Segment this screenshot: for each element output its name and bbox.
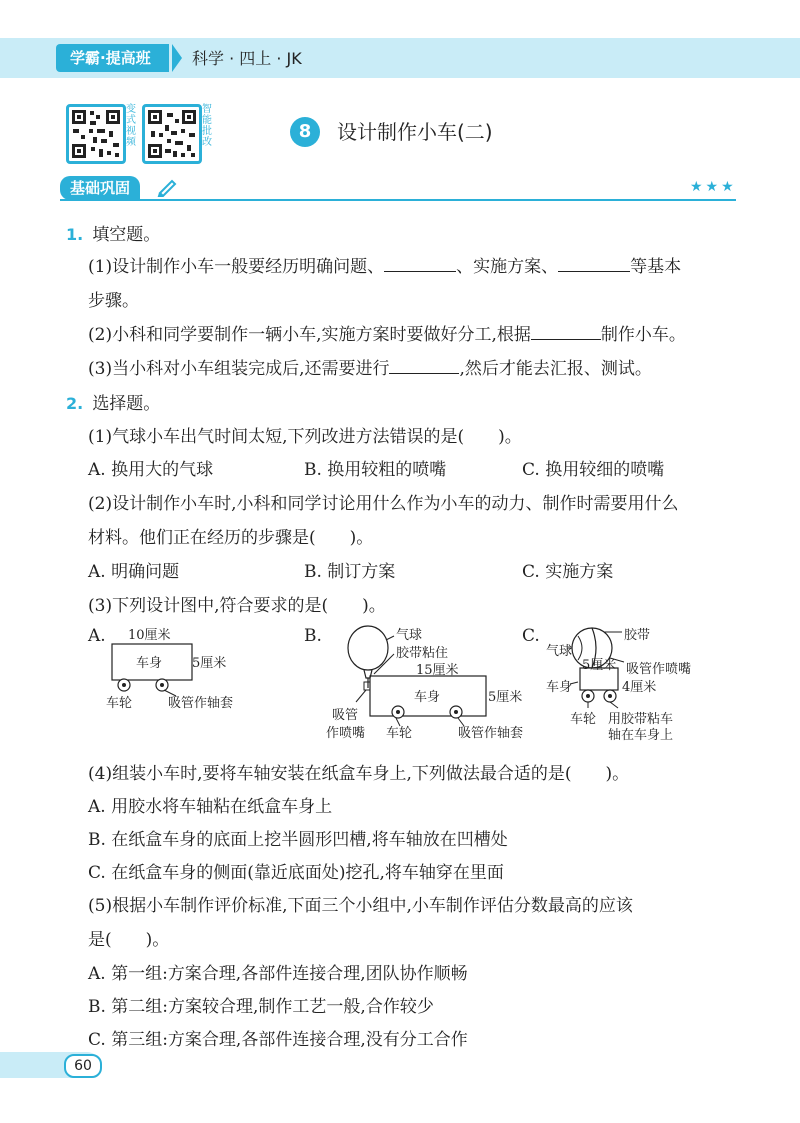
q1-p3: [88, 354, 652, 379]
q2-s1-option-c[interactable]: C. 换用较细的喷嘴: [522, 460, 665, 480]
diagram-c[interactable]: [522, 622, 722, 744]
q2-s2-option-c[interactable]: C. 实施方案: [522, 562, 614, 582]
diagram-c-height: 4厘米: [622, 680, 657, 695]
q1-title: 填空题。: [92, 225, 161, 245]
q2-s5-stem-line1: (5)根据小车制作评价标准,下面三个小组中,小车制作评估分数最高的应该: [88, 896, 633, 916]
q1-p1-line1: [88, 252, 681, 277]
q2-s1-option-b[interactable]: B. 换用较粗的喷嘴: [304, 460, 447, 480]
qr-label-video: 变式视频: [126, 104, 136, 148]
diagram-a-length: 10厘米: [128, 628, 171, 643]
q1-p3-text-b: ,然后才能去汇报、测试。: [459, 359, 652, 379]
q2-s2-option-b[interactable]: B. 制订方案: [304, 562, 396, 582]
q1-p2: [88, 320, 686, 345]
q2-s4-option-c[interactable]: C. 在纸盒车身的侧面(靠近底面处)挖孔,将车轴穿在里面: [88, 863, 504, 883]
diagram-a[interactable]: [88, 622, 268, 712]
qr-code-grading[interactable]: [142, 104, 202, 164]
brand-tag-notch: [172, 44, 182, 72]
qr-code-video[interactable]: [66, 104, 126, 164]
q2-s1-option-a[interactable]: A. 换用大的气球: [88, 460, 214, 480]
q2-s5-option-a[interactable]: A. 第一组:方案合理,各部件连接合理,团队协作顺畅: [88, 964, 468, 984]
diagram-c-length: 5厘米: [582, 658, 617, 673]
q1-p1-text-c: 等基本: [630, 257, 682, 277]
q2-s2-stem-line1: (2)设计制作小车时,小科和同学讨论用什么作为小车的动力、制作时需要用什么: [88, 494, 679, 514]
diagram-a-body: 车身: [136, 656, 163, 671]
diagram-b-length: 15厘米: [416, 663, 459, 678]
q1-p1-text-b: 、实施方案、: [456, 257, 559, 277]
q2-s5-stem-line2: 是( )。: [88, 930, 170, 950]
qr-pattern-icon: [69, 107, 123, 161]
answer-blank[interactable]: [558, 271, 630, 272]
diagram-c-body: 车身: [546, 680, 573, 695]
answer-blank[interactable]: [384, 271, 456, 272]
diagram-b-tape: 胶带粘住: [396, 646, 449, 661]
q2-s4-option-b[interactable]: B. 在纸盒车身的底面上挖半圆形凹槽,将车轴放在凹槽处: [88, 830, 508, 850]
q1-p1-line2: 步骤。: [88, 291, 139, 311]
q1-header: [66, 220, 160, 245]
answer-blank[interactable]: [389, 373, 459, 374]
diagram-c-nozzle: 吸管作喷嘴: [626, 662, 692, 677]
diagram-c-balloon: 气球: [546, 644, 573, 659]
q2-s5-option-b[interactable]: B. 第二组:方案较合理,制作工艺一般,合作较少: [88, 997, 434, 1017]
diagram-a-height: 5厘米: [192, 656, 227, 671]
diagram-b-wheel: 车轮: [386, 726, 413, 741]
diagram-b-letter: B.: [304, 626, 322, 646]
lesson-number-badge: 8: [290, 117, 320, 147]
q2-s2-option-a[interactable]: A. 明确问题: [88, 562, 180, 582]
q2-s4-stem: (4)组装小车时,要将车轴安装在纸盒车身上,下列做法最合适的是( )。: [88, 764, 630, 784]
q1-p1-text-a: (1)设计制作小车一般要经历明确问题、: [88, 257, 385, 277]
q2-s2-stem-line2: 材料。他们正在经历的步骤是( )。: [88, 528, 374, 548]
diagram-b-axle: 吸管作轴套: [458, 726, 524, 741]
diagram-a-axle: 吸管作轴套: [168, 696, 234, 711]
section-divider: [60, 199, 736, 201]
diagram-c-note-2: 轴在车身上: [608, 728, 674, 743]
diagram-b-body: 车身: [414, 690, 441, 705]
q2-s3-stem: (3)下列设计图中,符合要求的是( )。: [88, 596, 386, 616]
page-number: 60: [64, 1054, 102, 1078]
diagram-b-nozzle-2: 作喷嘴: [326, 726, 366, 741]
q1-p3-text-a: (3)当小科对小车组装完成后,还需要进行: [88, 359, 390, 379]
qr-pattern-icon: [145, 107, 199, 161]
q2-s5-option-c[interactable]: C. 第三组:方案合理,各部件连接合理,没有分工合作: [88, 1030, 468, 1050]
diagram-b-nozzle-1: 吸管: [332, 708, 359, 723]
brand-tag: 学霸·提高班: [56, 44, 169, 72]
subject-label: 科学 · 四上 · JK: [192, 49, 302, 68]
q2-title: 选择题。: [92, 394, 161, 414]
pencil-icon: [157, 177, 179, 201]
answer-blank[interactable]: [531, 339, 601, 340]
section-tab: 基础巩固: [60, 176, 140, 200]
q1-p2-text-b: 制作小车。: [600, 325, 686, 345]
diagram-c-wheel: 车轮: [570, 712, 597, 727]
diagram-a-letter: A.: [88, 626, 106, 646]
q2-header: [66, 389, 160, 414]
diagram-b[interactable]: [304, 622, 534, 748]
q2-s4-option-a[interactable]: A. 用胶水将车轴粘在纸盒车身上: [88, 797, 333, 817]
diagram-c-tape: 胶带: [624, 628, 651, 643]
diagram-b-height: 5厘米: [488, 690, 523, 705]
q2-number: 2.: [66, 394, 84, 413]
q1-p2-text-a: (2)小科和同学要制作一辆小车,实施方案时要做好分工,根据: [88, 325, 531, 345]
lesson-title: 设计制作小车(二): [337, 120, 493, 144]
diagram-c-letter: C.: [522, 626, 540, 646]
difficulty-stars: ★★★: [690, 179, 737, 195]
q1-number: 1.: [66, 225, 84, 244]
qr-label-grading: 智能批改: [202, 104, 212, 148]
diagram-a-wheel: 车轮: [106, 696, 133, 711]
q2-s1-stem: (1)气球小车出气时间太短,下列改进方法错误的是( )。: [88, 427, 522, 447]
diagram-b-balloon: 气球: [396, 628, 423, 643]
diagram-c-note-1: 用胶带粘车: [608, 712, 674, 727]
